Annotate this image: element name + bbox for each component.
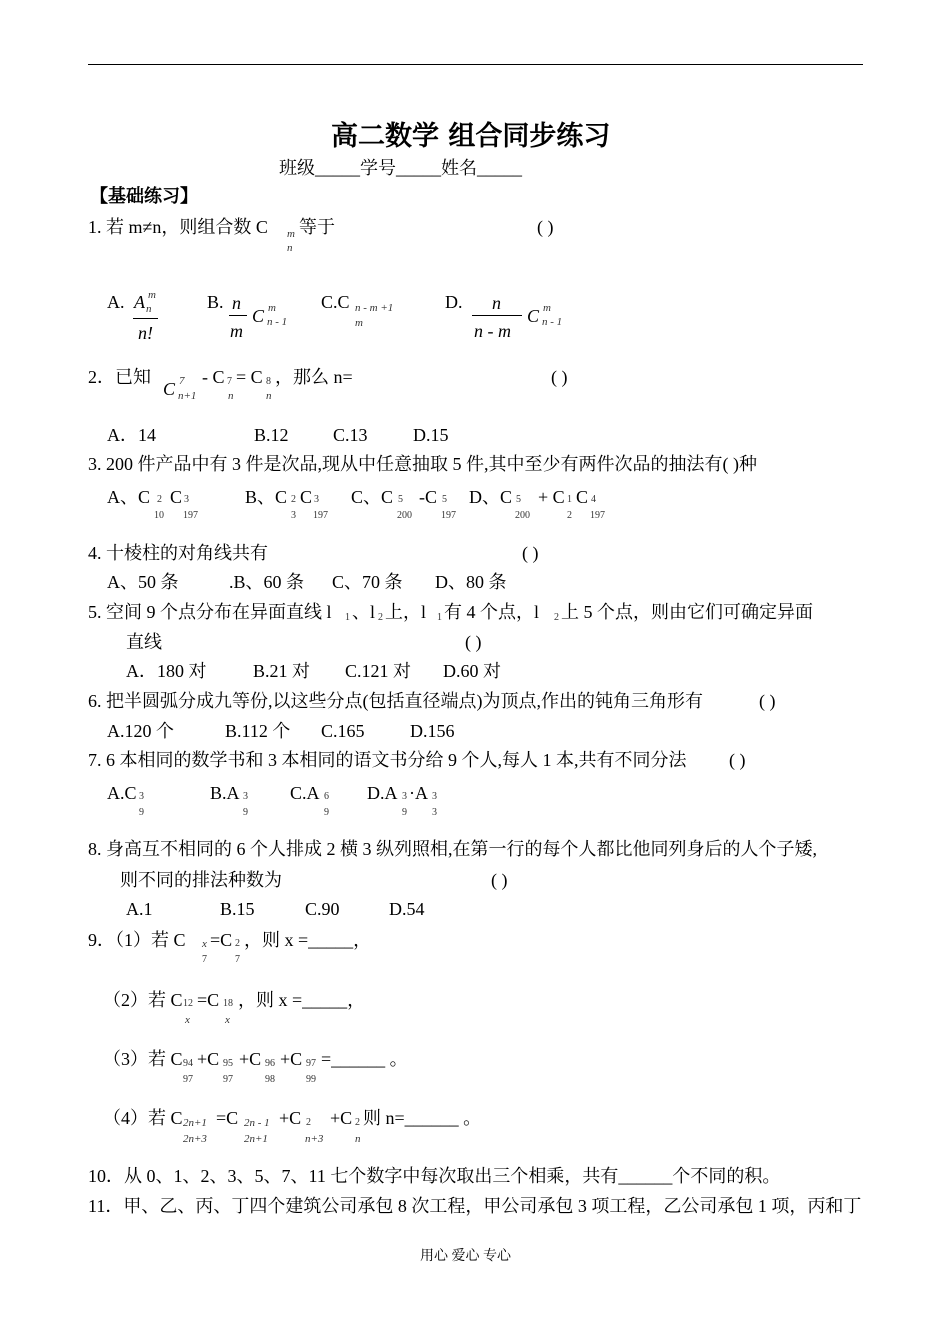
q4-option-a: A、50 条 xyxy=(107,572,179,592)
q1-a-fraction-bar xyxy=(133,318,158,319)
q5-option-a: A．180 对 xyxy=(126,661,207,681)
q1-c-sup: n - m +1 xyxy=(355,302,394,314)
q3-option-a: A、C xyxy=(107,487,151,507)
q3-a-sup-1: 2 xyxy=(157,494,162,505)
q6-option-a: A.120 个 xyxy=(107,721,174,741)
q6-option-c: C.165 xyxy=(321,721,365,741)
q8-option-d: D.54 xyxy=(389,899,425,919)
q1-d-sub: n - 1 xyxy=(542,316,563,328)
q7-d-sub-1: 9 xyxy=(402,807,407,818)
q2-c1-sup: 7 xyxy=(179,375,185,387)
q7-d-sup-2: 3 xyxy=(432,791,437,802)
q2-stem: 2．已知 xyxy=(88,367,151,387)
q5-answer-paren: ( ) xyxy=(465,632,482,652)
q9-part-4: （4）若 C xyxy=(103,1108,183,1128)
q2-answer-paren: ( ) xyxy=(551,367,568,387)
q7-d-sub-2: 3 xyxy=(432,807,437,818)
q7-stem: 7. 6 本相同的数学书和 3 本相同的语文书分给 9 个人,每人 1 本,共有不同分法 xyxy=(88,750,687,770)
q7-a-sub: 9 xyxy=(139,807,144,818)
q9-p4-plus-c-2: +C xyxy=(330,1108,353,1128)
q9-p4-sup-1: 2n+1 xyxy=(183,1117,207,1129)
q7-b-sup: 3 xyxy=(243,791,248,802)
q3-option-d: D、C xyxy=(469,487,513,507)
q2-option-b: B.12 xyxy=(254,425,289,445)
q5-line-2: 直线 xyxy=(126,632,162,652)
q9-p3-sup-3: 96 xyxy=(265,1058,275,1069)
q2-option-d: D.15 xyxy=(413,425,449,445)
q9-p1-sup-1: x xyxy=(202,938,207,950)
q1-sub: n xyxy=(287,242,293,254)
q3-d-c3: C xyxy=(576,487,589,507)
q3-c-sub-1: 200 xyxy=(397,510,412,521)
q9-p3-sup-2: 95 xyxy=(223,1058,233,1069)
q9-p2-answer: ，则 x =_____， xyxy=(238,990,366,1010)
q1-option-c-label: C.C xyxy=(321,292,350,312)
q9-p3-sub-3: 98 xyxy=(265,1074,275,1085)
student-info-line: 班级_____学号_____姓名_____ xyxy=(279,158,522,178)
q2-c1-sub: n+1 xyxy=(178,390,197,402)
q1-option-a-label: A. xyxy=(107,292,125,312)
q9-p4-sub-2: 2n+1 xyxy=(244,1133,268,1145)
q8-option-b: B.15 xyxy=(220,899,255,919)
q3-d-sub-3: 197 xyxy=(590,510,605,521)
q8-answer-paren: ( ) xyxy=(491,870,508,890)
q1-d-fraction-bar xyxy=(472,315,522,316)
header-rule xyxy=(88,64,863,65)
q1-a-sup: m xyxy=(148,289,156,301)
q9-p3-sub-2: 97 xyxy=(223,1074,233,1085)
page-footer: 用心 爱心 专心 xyxy=(420,1249,511,1264)
q2-c3-sup: 8 xyxy=(266,376,271,387)
q9-p4-plus-c-1: +C xyxy=(279,1108,302,1128)
q1-c-sub: m xyxy=(355,317,363,329)
q5-sub-4: 2 xyxy=(554,612,559,623)
q7-d-dot-a: ·A xyxy=(409,783,428,803)
q9-p3-plus-c-1: +C xyxy=(197,1049,220,1069)
q9-part-3: （3）若 C xyxy=(103,1049,183,1069)
q9-part-2: （2）若 C xyxy=(103,990,183,1010)
q2-equals-c: = C xyxy=(236,367,263,387)
q9-p4-sup-3: 2 xyxy=(306,1117,311,1128)
q3-a-c2: C xyxy=(170,487,183,507)
q3-c-sup-1: 5 xyxy=(398,494,403,505)
q9-p1-equals-c: =C xyxy=(210,930,233,950)
q3-b-sup-2: 3 xyxy=(314,494,319,505)
q9-p1-sup-2: 2 xyxy=(235,938,240,949)
q7-d-sup-1: 3 xyxy=(402,791,407,802)
q6-stem: 6. 把半圆弧分成九等份,以这些分点(包括直径端点)为顶点,作出的钝角三角形有 xyxy=(88,691,703,711)
q1-option-b-label: B. xyxy=(207,292,224,312)
q3-c-sup-2: 5 xyxy=(442,494,447,505)
q9-p3-plus-c-2: +C xyxy=(239,1049,262,1069)
q1-b-sub: n - 1 xyxy=(267,316,288,328)
q3-b-sup-1: 2 xyxy=(291,494,296,505)
q2-c3-sub: n xyxy=(266,390,272,402)
q9-p3-plus-c-3: +C xyxy=(280,1049,303,1069)
q3-stem: 3. 200 件产品中有 3 件是次品,现从中任意抽取 5 件,其中至少有两件次品的抽法有( )种 xyxy=(88,454,757,474)
q3-c-c2: -C xyxy=(419,487,437,507)
q9-p2-sub-2: x xyxy=(225,1014,230,1026)
q9-part-1: 9．（1）若 C xyxy=(88,930,186,950)
q4-answer-paren: ( ) xyxy=(522,543,539,563)
q9-p2-sup-2: 18 xyxy=(223,998,233,1009)
q7-answer-paren: ( ) xyxy=(729,750,746,770)
q1-b-numerator: n xyxy=(232,293,241,313)
q9-p4-sup-2: 2n - 1 xyxy=(244,1117,270,1129)
q3-d-sup-2: 1 xyxy=(567,494,572,505)
q2-option-a: A．14 xyxy=(107,425,156,445)
q7-option-d: D.A xyxy=(367,783,398,803)
q7-c-sup: 6 xyxy=(324,791,329,802)
q5-option-c: C.121 对 xyxy=(345,661,412,681)
q3-b-c2: C xyxy=(300,487,313,507)
q9-p3-sup-4: 97 xyxy=(306,1058,316,1069)
q3-a-sub-1: 10 xyxy=(154,510,164,521)
q8-line-2: 则不同的排法种数为 xyxy=(120,870,282,890)
q9-p4-equals-c: =C xyxy=(216,1108,239,1128)
q1-d-sup: m xyxy=(543,302,551,314)
q2-c2-sub: n xyxy=(228,390,234,402)
q1-sup: m xyxy=(287,228,295,240)
question-11: 11．甲、乙、丙、丁四个建筑公司承包 8 次工程，甲公司承包 3 项工程，乙公司承包 1 项，丙和丁 xyxy=(88,1196,862,1216)
q9-p2-equals-c: =C xyxy=(197,990,220,1010)
q3-d-sup-1: 5 xyxy=(516,494,521,505)
q6-option-b: B.112 个 xyxy=(225,721,291,741)
q1-stem-end: 等于 xyxy=(299,217,335,237)
q9-p1-answer: ，则 x =_____， xyxy=(244,930,372,950)
q1-d-denominator: n - m xyxy=(474,321,511,341)
q5-stem-e: 上 5 个点，则由它们可确定异面 xyxy=(561,602,813,622)
q3-a-sub-2: 197 xyxy=(183,510,198,521)
q3-c-sub-2: 197 xyxy=(441,510,456,521)
q9-p3-sub-4: 99 xyxy=(306,1074,316,1085)
q1-option-d-label: D. xyxy=(445,292,463,312)
q7-option-b: B.A xyxy=(210,783,240,803)
q3-option-b: B、C xyxy=(245,487,288,507)
q9-p4-sub-4: n xyxy=(355,1133,361,1145)
q1-d-c: C xyxy=(527,306,540,326)
q1-a-letter: A xyxy=(134,292,145,312)
q5-sub-3: 1 xyxy=(437,612,442,623)
q1-a-sub: n xyxy=(146,303,152,315)
q1-answer-paren: ( ) xyxy=(537,217,554,237)
q3-d-sup-3: 4 xyxy=(591,494,596,505)
q9-p4-answer: 则 n=______ 。 xyxy=(363,1108,482,1128)
q9-p4-sub-3: n+3 xyxy=(305,1133,324,1145)
q1-b-c: C xyxy=(252,306,265,326)
q3-d-plus-c: + C xyxy=(538,487,565,507)
q4-option-b: .B、60 条 xyxy=(229,572,305,592)
page-title: 高二数学 组合同步练习 xyxy=(331,121,611,152)
q1-stem: 1. 若 m≠n，则组合数 C xyxy=(88,217,268,237)
q2-c1: C xyxy=(163,379,176,399)
q4-option-c: C、70 条 xyxy=(332,572,403,592)
section-heading: 【基础练习】 xyxy=(90,186,198,206)
q4-stem: 4. 十棱柱的对角线共有 xyxy=(88,543,268,563)
question-10: 10．从 0、1、2、3、5、7、11 七个数字中每次取出三个相乘，共有______个不同的积。 xyxy=(88,1166,781,1186)
q3-a-sup-2: 3 xyxy=(184,494,189,505)
q7-b-sub: 9 xyxy=(243,807,248,818)
q3-b-sub-1: 3 xyxy=(291,510,296,521)
q9-p2-sub-1: x xyxy=(185,1014,190,1026)
q3-b-sub-2: 197 xyxy=(313,510,328,521)
q5-stem-d: 有 4 个点，l xyxy=(444,602,540,622)
q8-line-1: 8. 身高互不相同的 6 个人排成 2 横 3 纵列照相,在第一行的每个人都比他同列身后的人个子矮, xyxy=(88,839,817,859)
q9-p1-sub-2: 7 xyxy=(235,954,240,965)
q3-d-sub-2: 2 xyxy=(567,510,572,521)
q9-p3-answer: =______ 。 xyxy=(321,1049,408,1069)
q5-stem-c: 上，l xyxy=(385,602,427,622)
q9-p4-sup-4: 2 xyxy=(355,1117,360,1128)
q6-answer-paren: ( ) xyxy=(759,691,776,711)
q8-option-c: C.90 xyxy=(305,899,340,919)
q3-option-c: C、C xyxy=(351,487,394,507)
q1-b-sup: m xyxy=(268,302,276,314)
q2-minus-c: - C xyxy=(202,367,225,387)
q2-c2-sup: 7 xyxy=(227,376,232,387)
q5-sub-2: 2 xyxy=(378,612,383,623)
q7-option-a: A.C xyxy=(107,783,137,803)
q8-option-a: A.1 xyxy=(126,899,153,919)
q9-p4-sub-1: 2n+3 xyxy=(183,1133,207,1145)
q5-option-d: D.60 对 xyxy=(443,661,501,681)
q7-c-sub: 9 xyxy=(324,807,329,818)
q1-b-fraction-bar xyxy=(229,315,247,316)
q5-stem-b: 、l xyxy=(352,602,376,622)
q2-stem-end: ，那么 n= xyxy=(275,367,353,387)
q9-p3-sub-1: 97 xyxy=(183,1074,193,1085)
q5-option-b: B.21 对 xyxy=(253,661,311,681)
q9-p1-sub-1: 7 xyxy=(202,954,207,965)
q4-option-d: D、80 条 xyxy=(435,572,507,592)
q5-stem-a: 5. 空间 9 个点分布在异面直线 l xyxy=(88,602,332,622)
q2-option-c: C.13 xyxy=(333,425,368,445)
q6-option-d: D.156 xyxy=(410,721,455,741)
q1-d-numerator: n xyxy=(492,293,501,313)
q9-p3-sup-1: 94 xyxy=(183,1058,193,1069)
q5-sub-1: 1 xyxy=(345,612,350,623)
q7-a-sup: 3 xyxy=(139,791,144,802)
q3-d-sub-1: 200 xyxy=(515,510,530,521)
q7-option-c: C.A xyxy=(290,783,320,803)
q9-p2-sup-1: 12 xyxy=(183,998,193,1009)
q1-a-denominator: n! xyxy=(138,323,153,343)
q1-b-denominator: m xyxy=(230,321,243,341)
